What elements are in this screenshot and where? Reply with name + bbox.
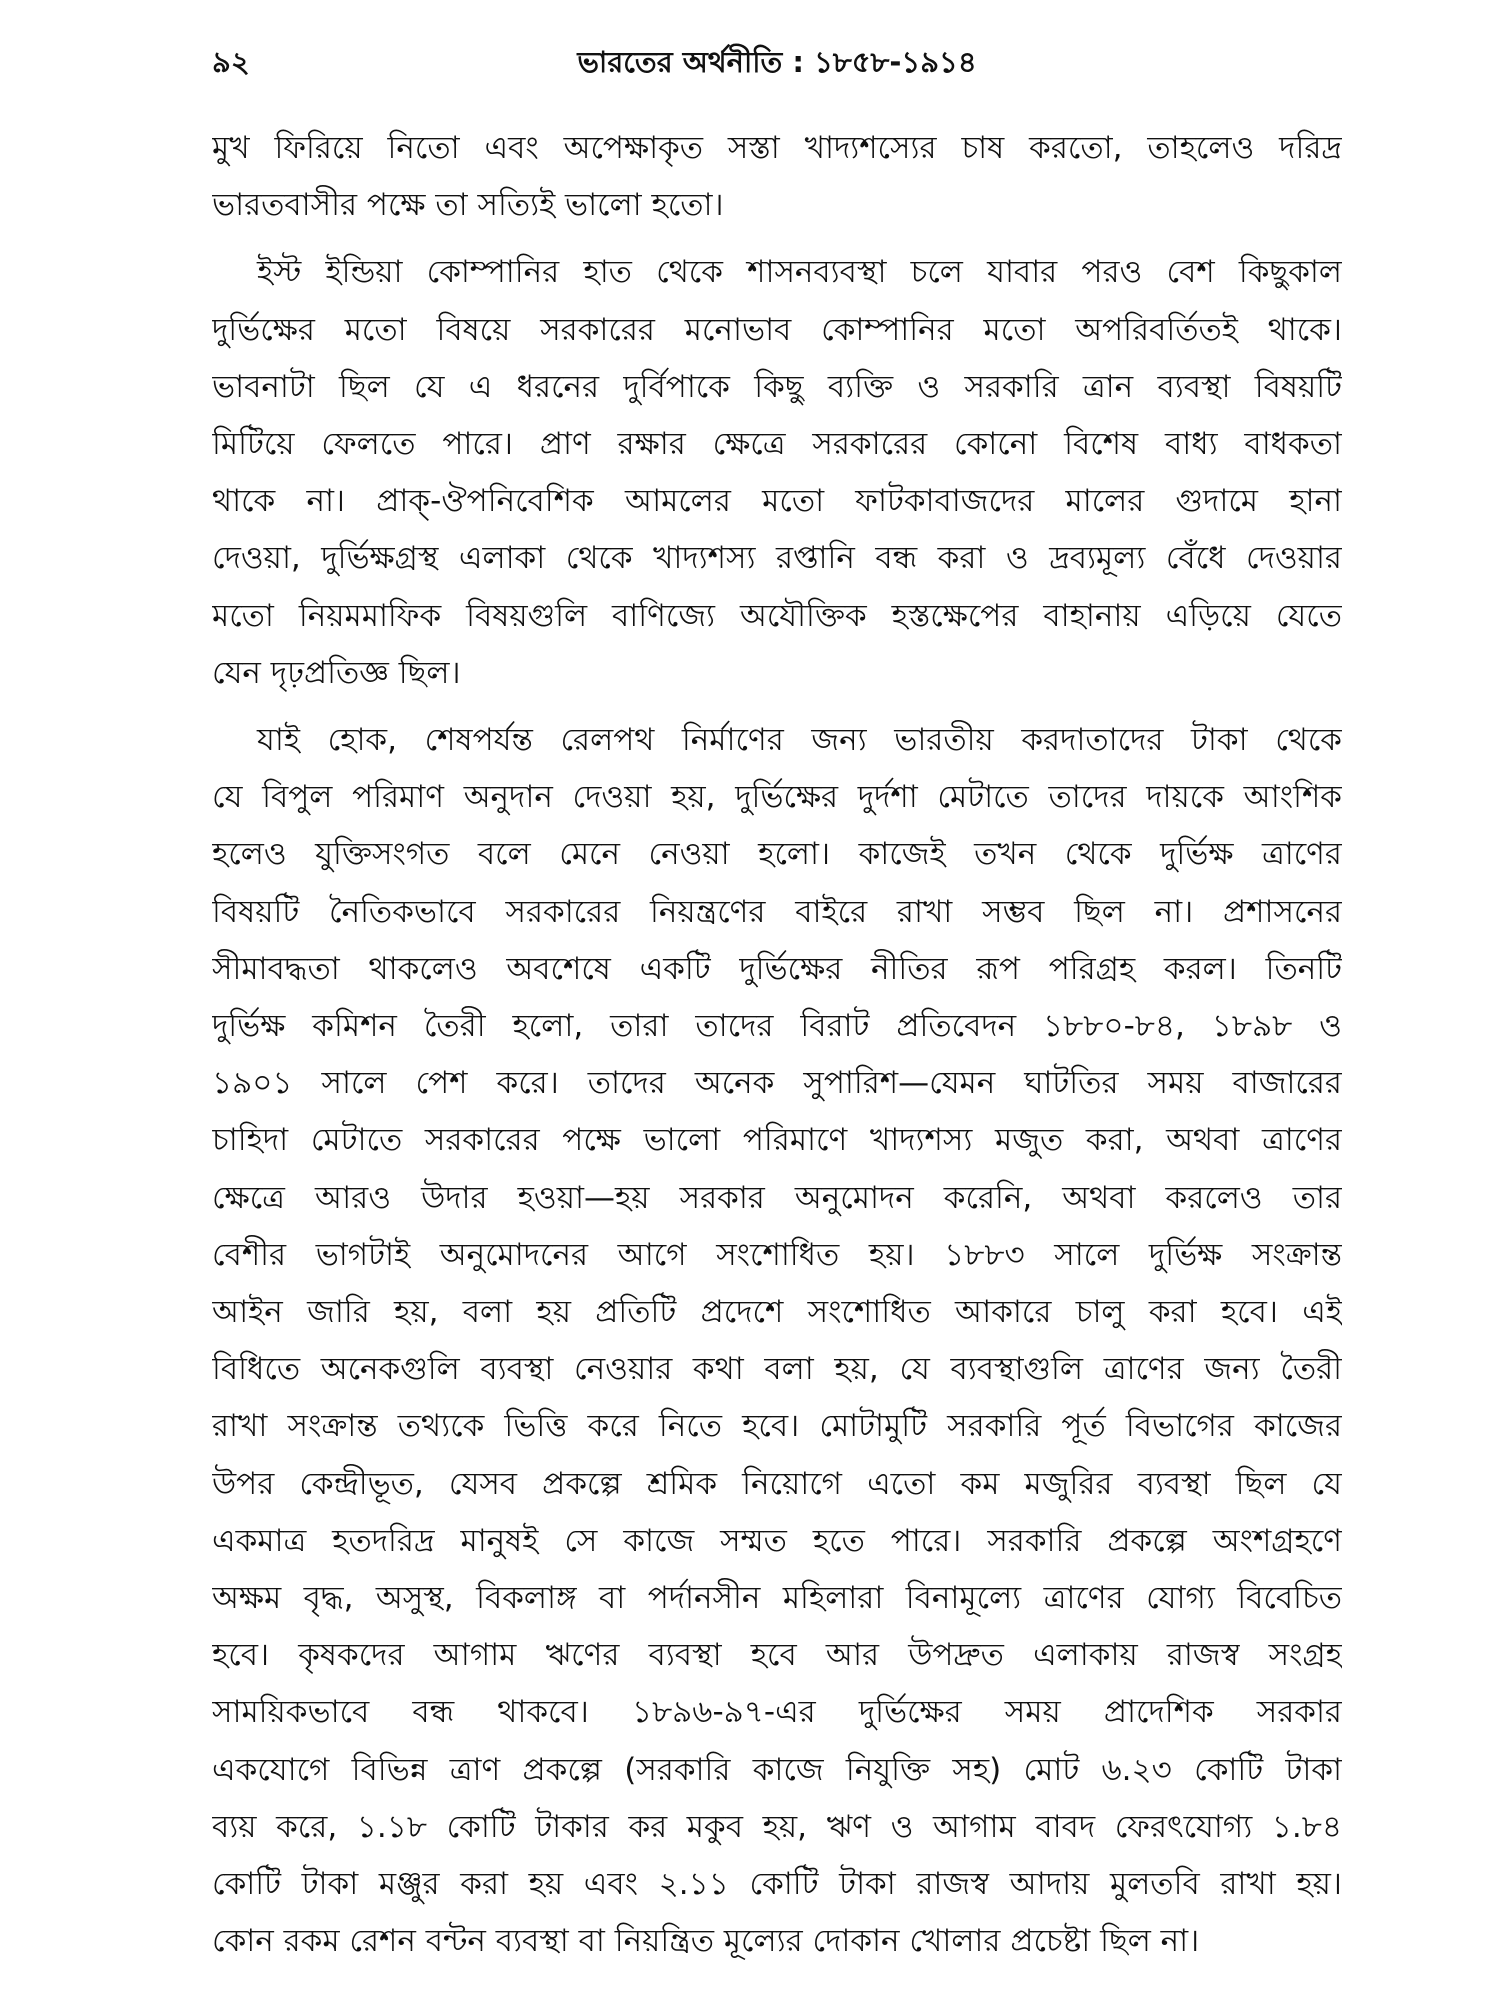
text-line: ব্যয় করে, ১.১৮ কোটি টাকার কর মকুব হয়, ঋণ ও আগাম বাবদ ফেরৎযোগ্য ১.৮৪ bbox=[212, 1808, 1342, 1845]
text-line: সীমাবদ্ধতা থাকলেও অবশেষে একটি দুর্ভিক্ষের নীতির রূপ পরিগ্রহ করল। তিনটি bbox=[212, 950, 1342, 987]
paragraph-3 bbox=[212, 712, 1342, 1970]
text-line: অক্ষম বৃদ্ধ, অসুস্থ, বিকলাঙ্গ বা পর্দানসীন মহিলারা বিনামূল্যে ত্রাণের যোগ্য বিবেচিত bbox=[212, 1580, 1342, 1617]
body-text bbox=[212, 120, 1342, 1971]
text-line: উপর কেন্দ্রীভূত, যেসব প্রকল্পে শ্রমিক নিয়োগে এতো কম মজুরির ব্যবস্থা ছিল যে bbox=[212, 1465, 1342, 1502]
text-line: যে বিপুল পরিমাণ অনুদান দেওয়া হয়, দুর্ভিক্ষের দুর্দশা মেটাতে তাদের দায়কে আংশিক bbox=[212, 779, 1342, 816]
text-line: ভারতবাসীর পক্ষে তা সত্যিই ভালো হতো। bbox=[212, 187, 724, 224]
paragraph-1 bbox=[212, 120, 1342, 234]
running-head: ভারতের অর্থনীতি : ১৮৫৮-১৯১৪ bbox=[577, 45, 977, 79]
text-line: একযোগে বিভিন্ন ত্রাণ প্রকল্পে (সরকারি কাজে নিযুক্তি সহ) মোট ৬.২৩ কোটি টাকা bbox=[212, 1751, 1342, 1788]
page-header bbox=[212, 42, 1342, 82]
text-line: মতো নিয়মমাফিক বিষয়গুলি বাণিজ্যে অযৌক্তিক হস্তক্ষেপের বাহানায় এড়িয়ে যেতে bbox=[212, 597, 1342, 634]
text-line: বেশীর ভাগটাই অনুমোদনের আগে সংশোধিত হয়। ১৮৮৩ সালে দুর্ভিক্ষ সংক্রান্ত bbox=[212, 1236, 1342, 1273]
text-line: ক্ষেত্রে আরও উদার হওয়া—হয় সরকার অনুমোদন করেনি, অথবা করলেও তার bbox=[212, 1179, 1342, 1216]
text-line: ১৯০১ সালে পেশ করে। তাদের অনেক সুপারিশ—যেমন ঘাটতির সময় বাজারের bbox=[212, 1065, 1342, 1102]
text-line: সাময়িকভাবে বন্ধ থাকবে। ১৮৯৬-৯৭-এর দুর্ভিক্ষের সময় প্রাদেশিক সরকার bbox=[212, 1694, 1342, 1731]
text-line: থাকে না। প্রাক্-ঔপনিবেশিক আমলের মতো ফাটকাবাজদের মালের গুদামে হানা bbox=[212, 483, 1342, 520]
text-line: আইন জারি হয়, বলা হয় প্রতিটি প্রদেশে সংশোধিত আকারে চালু করা হবে। এই bbox=[212, 1294, 1342, 1331]
text-line: চাহিদা মেটাতে সরকারের পক্ষে ভালো পরিমাণে খাদ্যশস্য মজুত করা, অথবা ত্রাণের bbox=[212, 1122, 1342, 1159]
text-line: রাখা সংক্রান্ত তথ্যকে ভিত্তি করে নিতে হবে। মোটামুটি সরকারি পূর্ত বিভাগের কাজের bbox=[212, 1408, 1342, 1445]
text-line: বিষয়টি নৈতিকভাবে সরকারের নিয়ন্ত্রণের বাইরে রাখা সম্ভব ছিল না। প্রশাসনের bbox=[212, 893, 1342, 930]
text-line: কোন রকম রেশন বন্টন ব্যবস্থা বা নিয়ন্ত্রিত মূল্যের দোকান খোলার প্রচেষ্টা ছিল না। bbox=[212, 1923, 1200, 1960]
text-line: মিটিয়ে ফেলতে পারে। প্রাণ রক্ষার ক্ষেত্রে সরকারের কোনো বিশেষ বাধ্য বাধকতা bbox=[212, 426, 1342, 463]
text-line: কোটি টাকা মঞ্জুর করা হয় এবং ২.১১ কোটি টাকা রাজস্ব আদায় মুলতবি রাখা হয়। bbox=[212, 1866, 1342, 1903]
text-line: ভাবনাটা ছিল যে এ ধরনের দুর্বিপাকে কিছু ব্যক্তি ও সরকারি ত্রান ব্যবস্থা বিষয়টি bbox=[212, 368, 1342, 405]
paragraph-2 bbox=[212, 244, 1342, 702]
text-line: হলেও যুক্তিসংগত বলে মেনে নেওয়া হলো। কাজেই তখন থেকে দুর্ভিক্ষ ত্রাণের bbox=[212, 836, 1342, 873]
text-line: একমাত্র হতদরিদ্র মানুষই সে কাজে সম্মত হতে পারে। সরকারি প্রকল্পে অংশগ্রহণে bbox=[212, 1522, 1342, 1559]
page-number: ৯২ bbox=[212, 45, 250, 79]
text-line: দুর্ভিক্ষের মতো বিষয়ে সরকারের মনোভাব কোম্পানির মতো অপরিবর্তিতই থাকে। bbox=[212, 311, 1342, 348]
text-line: যেন দৃঢ়প্রতিজ্ঞ ছিল। bbox=[212, 654, 461, 691]
text-line: ইস্ট ইন্ডিয়া কোম্পানির হাত থেকে শাসনব্যবস্থা চলে যাবার পরও বেশ কিছুকাল bbox=[257, 254, 1342, 291]
text-line: যাই হোক, শেষপর্যন্ত রেলপথ নির্মাণের জন্য ভারতীয় করদাতাদের টাকা থেকে bbox=[257, 722, 1342, 759]
text-line: দুর্ভিক্ষ কমিশন তৈরী হলো, তারা তাদের বিরাট প্রতিবেদন ১৮৮০-৮৪, ১৮৯৮ ও bbox=[212, 1008, 1342, 1045]
text-line: দেওয়া, দুর্ভিক্ষগ্রস্থ এলাকা থেকে খাদ্যশস্য রপ্তানি বন্ধ করা ও দ্রব্যমূল্য বেঁধে দেওয়ার bbox=[212, 540, 1342, 577]
text-line: বিধিতে অনেকগুলি ব্যবস্থা নেওয়ার কথা বলা হয়, যে ব্যবস্থাগুলি ত্রাণের জন্য তৈরী bbox=[212, 1351, 1342, 1388]
text-line: মুখ ফিরিয়ে নিতো এবং অপেক্ষাকৃত সস্তা খাদ্যশস্যের চাষ করতো, তাহলেও দরিদ্র bbox=[212, 130, 1342, 166]
text-line: হবে। কৃষকদের আগাম ঋণের ব্যবস্থা হবে আর উপদ্রুত এলাকায় রাজস্ব সংগ্রহ bbox=[212, 1637, 1342, 1674]
